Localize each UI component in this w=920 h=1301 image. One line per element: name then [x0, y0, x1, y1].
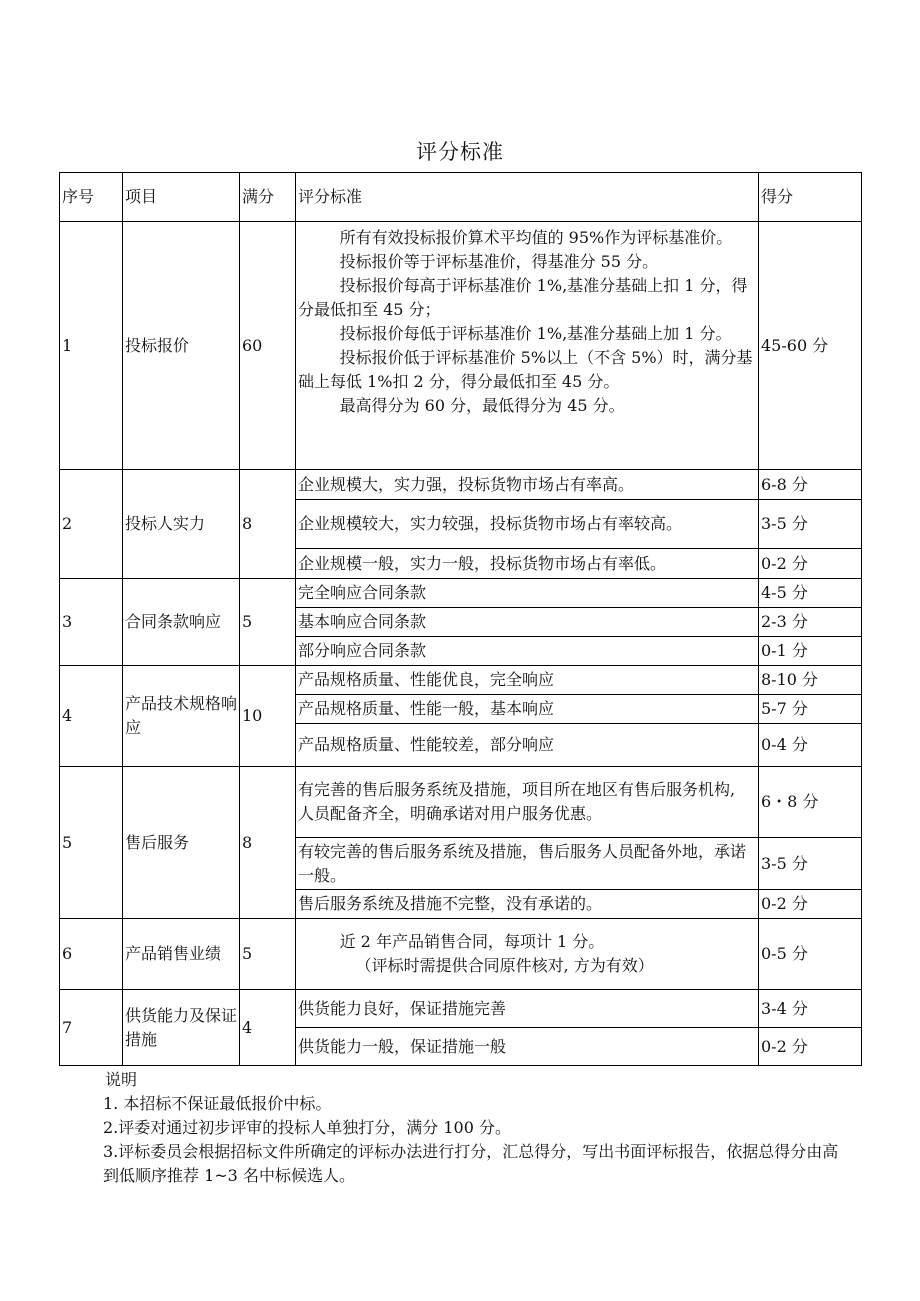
row-score: 0-5 分 [759, 919, 862, 990]
row-score: 5-7 分 [759, 695, 862, 724]
row-criteria [296, 919, 759, 990]
row-score: 0-2 分 [759, 890, 862, 919]
row-max: 8 [240, 470, 296, 579]
table-row [60, 990, 862, 1028]
criteria-line: 投标报价低于评标基准价 5%以上（不含 5%）时，满分基础上每低 1%扣 2 分，得分最低扣至 45 分。 [298, 348, 753, 391]
row-max: 5 [240, 919, 296, 990]
table-row [60, 579, 862, 608]
criteria-line: 投标报价每高于评标基准价 1%,基准分基础上扣 1 分，得分最低扣至 45 分； [298, 276, 748, 319]
row-criteria [296, 222, 759, 470]
criteria-line: 所有有效投标报价算术平均值的 95%作为评标基准价。 [339, 228, 733, 247]
row-score: 45-60 分 [759, 222, 862, 470]
page-title: 评分标准 [416, 140, 504, 164]
row-item: 投标报价 [123, 222, 240, 470]
criteria-line: 近 2 年产品销售合同，每项计 1 分。 [339, 932, 605, 951]
row-no: 5 [60, 767, 123, 919]
row-score: 3-4 分 [759, 990, 862, 1028]
scoring-table [59, 172, 862, 1066]
row-criteria: 有较完善的售后服务系统及措施，售后服务人员配备外地，承诺一般。 [296, 838, 759, 890]
row-no: 1 [60, 222, 123, 470]
row-max: 4 [240, 990, 296, 1066]
row-max: 60 [240, 222, 296, 470]
header-max: 满分 [240, 173, 296, 222]
row-criteria: 供货能力一般，保证措施一般 [296, 1028, 759, 1066]
header-score: 得分 [759, 173, 862, 222]
row-no: 4 [60, 666, 123, 767]
row-score: 4-5 分 [759, 579, 862, 608]
row-score: 0-4 分 [759, 724, 862, 767]
row-criteria: 售后服务系统及措施不完整，没有承诺的。 [296, 890, 759, 919]
row-item: 合同条款响应 [123, 579, 240, 666]
row-score: 0-2 分 [759, 549, 862, 579]
row-no: 7 [60, 990, 123, 1066]
row-score: 6・8 分 [759, 767, 862, 838]
note-item: 1. 本招标不保证最低报价中标。 [103, 1094, 332, 1113]
row-criteria: 产品规格质量、性能优良，完全响应 [296, 666, 759, 695]
row-max: 10 [240, 666, 296, 767]
row-criteria: 企业规模一般，实力一般，投标货物市场占有率低。 [296, 549, 759, 579]
row-score: 6-8 分 [759, 470, 862, 500]
row-criteria: 完全响应合同条款 [296, 579, 759, 608]
row-criteria: 企业规模较大，实力较强，投标货物市场占有率较高。 [296, 500, 759, 549]
row-score: 0-1 分 [759, 637, 862, 666]
note-item: 3.评标委员会根据招标文件所确定的评标办法进行打分，汇总得分，写出书面评标报告，依据总得分由高到低顺序推荐 1~3 名中标候选人。 [103, 1142, 839, 1185]
row-item: 供货能力及保证措施 [123, 990, 240, 1066]
table-row [60, 222, 862, 470]
row-no: 2 [60, 470, 123, 579]
row-criteria: 供货能力良好，保证措施完善 [296, 990, 759, 1028]
table-header-row [60, 173, 862, 222]
row-no: 3 [60, 579, 123, 666]
table-row [60, 767, 862, 838]
row-criteria: 部分响应合同条款 [296, 637, 759, 666]
row-item: 售后服务 [123, 767, 240, 919]
row-score: 3-5 分 [759, 838, 862, 890]
row-max: 8 [240, 767, 296, 919]
table-row [60, 666, 862, 695]
criteria-line: （评标时需提供合同原件核对, 方为有效） [355, 956, 654, 975]
row-criteria: 产品规格质量、性能较差，部分响应 [296, 724, 759, 767]
header-criteria: 评分标准 [296, 173, 759, 222]
row-max: 5 [240, 579, 296, 666]
row-item: 投标人实力 [123, 470, 240, 579]
row-item: 产品技术规格响应 [123, 666, 240, 767]
header-no: 序号 [60, 173, 123, 222]
row-score: 2-3 分 [759, 608, 862, 637]
criteria-line: 最高得分为 60 分，最低得分为 45 分。 [339, 396, 625, 415]
row-score: 8-10 分 [759, 666, 862, 695]
notes-heading: 说明 [105, 1070, 138, 1089]
note-item: 2.评委对通过初步评审的投标人单独打分，满分 100 分。 [103, 1118, 511, 1137]
row-score: 0-2 分 [759, 1028, 862, 1066]
row-criteria: 有完善的售后服务系统及措施，项目所在地区有售后服务机构, 人员配备齐全，明确承诺对用户服务优惠。 [296, 767, 759, 838]
criteria-line: 投标报价每低于评标基准价 1%,基准分基础上加 1 分。 [339, 324, 732, 343]
row-criteria: 基本响应合同条款 [296, 608, 759, 637]
row-criteria: 产品规格质量、性能一般，基本响应 [296, 695, 759, 724]
criteria-line: 投标报价等于评标基准价，得基准分 55 分。 [339, 252, 659, 271]
table-row [60, 919, 862, 990]
row-score: 3-5 分 [759, 500, 862, 549]
notes-section [105, 1068, 851, 1188]
header-item: 项目 [123, 173, 240, 222]
row-no: 6 [60, 919, 123, 990]
table-row [60, 470, 862, 500]
row-item: 产品销售业绩 [123, 919, 240, 990]
row-criteria: 企业规模大，实力强，投标货物市场占有率高。 [296, 470, 759, 500]
